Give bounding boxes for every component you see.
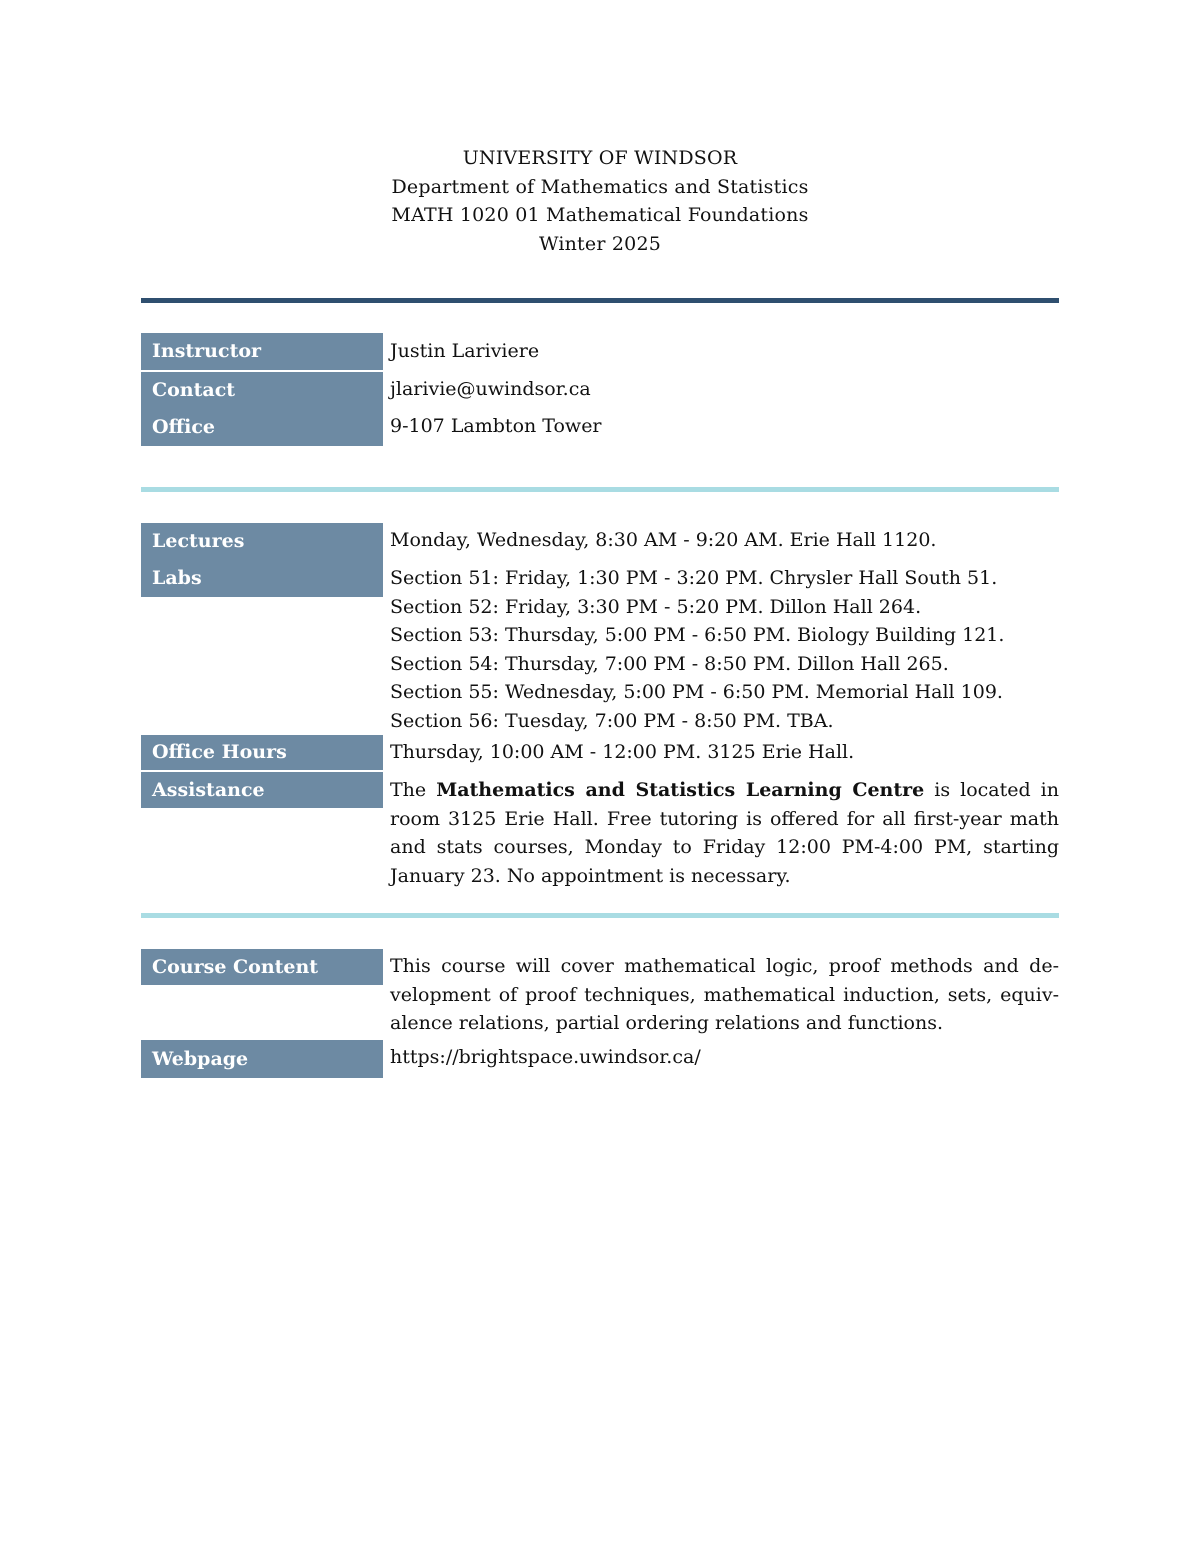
office-value: 9-107 Lambton Tower [390, 415, 602, 437]
contact-office-label-cell [141, 372, 383, 446]
assistance-line [390, 776, 1059, 805]
assistance-line: and stats courses, Monday to Friday 12:00 PM-4:00 PM, starting [390, 836, 1059, 859]
course-title: MATH 1020 01 Mathematical Foundations [391, 204, 809, 226]
contact-email[interactable]: jlarivie@uwindsor.ca [390, 378, 591, 400]
lab-section: Section 55: Wednesday, 5:00 PM - 6:50 PM. Memorial Hall 109. [390, 681, 1003, 704]
learning-centre-name: Mathematics and Statistics Learning Centre [436, 779, 925, 801]
lectures-label: Lectures [152, 530, 245, 552]
term: Winter 2025 [538, 232, 662, 255]
assistance-line: January 23. No appointment is necessary. [390, 864, 791, 887]
course-content-label: Course Content [141, 949, 383, 985]
course-content-text [390, 952, 1059, 1038]
contact-label: Contact [152, 379, 236, 401]
course-content-line: This course will cover mathematical logic, proof methods and de- [390, 955, 1059, 977]
webpage-link[interactable]: https://brightspace.uwindsor.ca/ [390, 1046, 701, 1068]
document-header [0, 144, 1200, 258]
office-hours-label: Office Hours [141, 735, 383, 770]
section-divider [141, 913, 1059, 918]
office-hours-value: Thursday, 10:00 AM - 12:00 PM. 3125 Erie Hall. [390, 741, 855, 763]
course-content-line: alence relations, partial ordering relations and functions. [390, 1012, 944, 1035]
assistance-label: Assistance [141, 772, 383, 808]
university-name: UNIVERSITY OF WINDSOR [462, 147, 738, 169]
lab-section: Section 56: Tuesday, 7:00 PM - 8:50 PM. TBA. [390, 709, 834, 732]
assistance-line: room 3125 Erie Hall. Free tutoring is offered for all first-year math [390, 807, 1059, 830]
lab-section: Section 51: Friday, 1:30 PM - 3:20 PM. Chrysler Hall South 51. [390, 567, 998, 589]
assistance-line-text: is located in [934, 779, 1059, 801]
webpage-label: Webpage [141, 1040, 383, 1078]
section-divider [141, 487, 1059, 492]
instructor-value: Justin Lariviere [390, 340, 540, 362]
labs-label: Labs [152, 567, 202, 589]
lectures-value: Monday, Wednesday, 8:30 AM - 9:20 AM. Erie Hall 1120. [390, 529, 937, 551]
lab-section: Section 53: Thursday, 5:00 PM - 6:50 PM. Biology Building 121. [390, 624, 1005, 647]
course-content-line: velopment of proof techniques, mathematical induction, sets, equiv- [390, 983, 1059, 1006]
lab-section: Section 52: Friday, 3:30 PM - 5:20 PM. Dillon Hall 264. [390, 595, 922, 618]
assistance-prefix: The [390, 779, 427, 801]
labs-list [390, 564, 1059, 736]
lectures-labs-label-cell [141, 523, 383, 597]
assistance-text [390, 776, 1059, 890]
header-divider [141, 298, 1059, 303]
instructor-label: Instructor [141, 333, 383, 370]
department-name: Department of Mathematics and Statistics [391, 175, 809, 198]
office-label: Office [152, 416, 216, 438]
lab-section: Section 54: Thursday, 7:00 PM - 8:50 PM. Dillon Hall 265. [390, 652, 949, 675]
